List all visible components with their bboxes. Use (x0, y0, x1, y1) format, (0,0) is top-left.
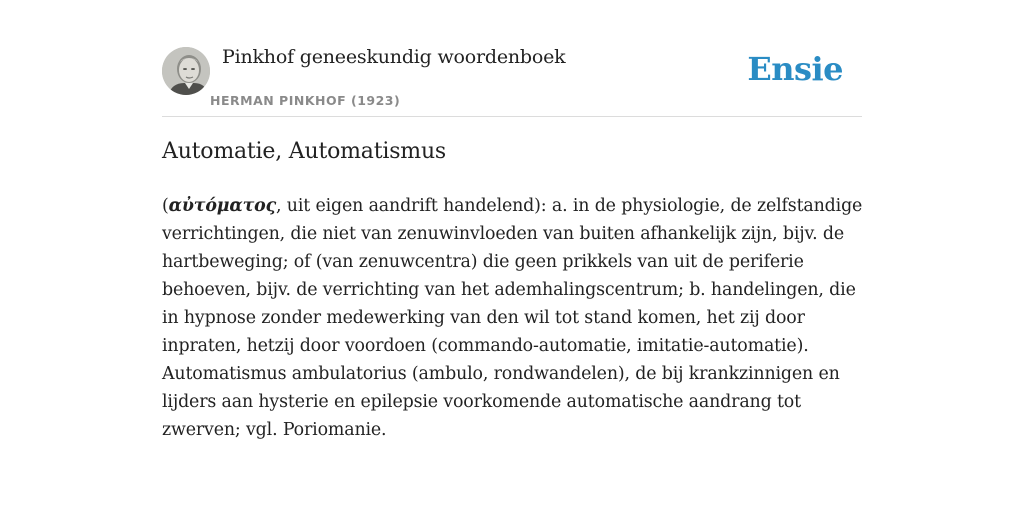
author-avatar[interactable] (162, 47, 210, 95)
book-title-link[interactable]: Pinkhof geneeskundig woordenboek (222, 46, 566, 68)
open-paren: ( (162, 196, 169, 216)
author-label: HERMAN PINKHOF (1923) (210, 93, 401, 108)
ensie-logo[interactable]: Ensie (747, 50, 843, 88)
portrait-icon (162, 47, 210, 95)
entry-title: Automatie, Automatismus (162, 139, 447, 164)
etymology-term: αὐτόματος (168, 196, 277, 216)
entry-definition (162, 192, 866, 444)
dictionary-header (162, 46, 862, 117)
definition-text: , uit eigen aandrift handelend): a. in de physiologie, de zelfstandige verrichtingen, die niet van zenuwinvloeden van buiten afhankelijk zijn, bijv. de hartbeweging; of (van zenuwcentra) die geen prikkels van uit de periferie behoeven, bijv. de verrichting van het ademhalingscentrum; b. handelingen, die in hypnose zonder medewerking van den wil tot stand komen, het zij door inpraten, hetzij door voordoen (commando-automatie, imitatie-automatie). Automatismus ambulatorius (ambulo, rondwandelen), de bij krankzinnigen en lijders aan hysterie en epilepsie voorkomende automatische aandrang tot zwerven; vgl. Poriomanie. (162, 196, 863, 440)
